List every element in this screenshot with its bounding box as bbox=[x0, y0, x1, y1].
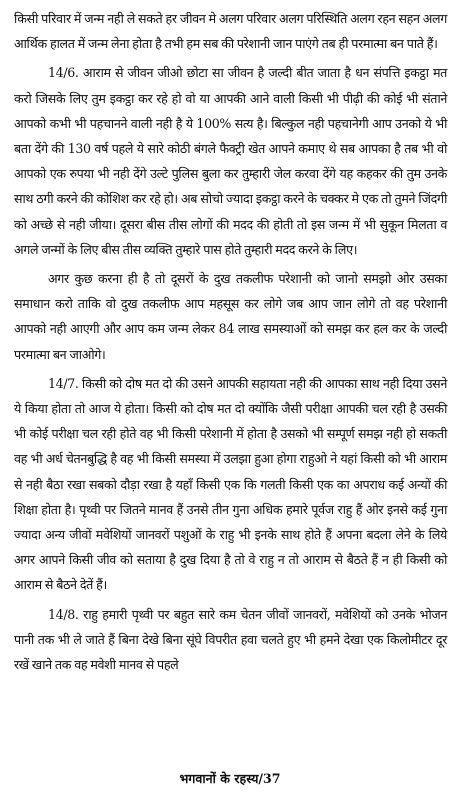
paragraph-14-7: 14/7. किसी को दोष मत दो की उसने आपकी सहायता नही की आपका साथ नही दिया उसने ये किया होता तो आज ये होता। किसी को दोष मत दो क्योंकि जैसी परीक्षा आपकी चल रही है उसकी भी कोई परीक्षा चल रही होते वह भी किसी परेशानी में होता है उसको भी सम्पूर्ण समझ नही हो सकती वह भी अर्ध चेतनबुद्धि है वह भी किसी समस्या में उलझा हुआ होगा राहुओ ने यहां किसी को भी आराम से नही बैठा रखा सबको दौड़ा रखा है यहाँ किसी एक कि गलती किसी एक का अपराध कई अन्यों की शिक्षा होता है। पृथ्वी पर जितने मानव हैं उनसे तीन गुना अधिक हमारे पूर्वज राहु हैं ओर इनसे कई गुना ज्यादा अन्य जीवों मवेशियों जानवरों पशुओं के राहु भी इनके साथ होते हैं अपना बदला लेने के लिये अगर आपने किसी जीव को सताया है दुख दिया है तो वे राहु न तो आराम से बैठते हैं न ही किसी को आराम से बैठने देतें हैं। bbox=[14, 375, 447, 593]
paragraph-continuation: किसी परिवार में जन्म नही ले सकते हर जीवन मे अलग परिवार अलग परिस्थिति अलग रहन सहन अलग आर्थिक हालत में जन्म लेना होता है तभी हम सब की परेशानी जान पाएंगे तब ही परमात्मा बन पाते हैं। bbox=[14, 11, 447, 52]
page-footer: भगवानों के रहस्य/37 bbox=[179, 771, 281, 786]
paragraph-advice: अगर कुछ करना ही है तो दूसरों के दुख तकलीफ परेशानी को जानो समझो ओर उसका समाधान करो ताकि वो दुख तकलीफ आप महसूस कर लोगे जब आप जान लोगे तो वह परेशानी आपको नही आएगी और आप कम जन्म लेकर 84 लाख समस्याओं को समझ कर हल कर के जल्दी परमात्मा बन जाओगे। bbox=[14, 271, 447, 362]
paragraph-14-6: 14/6. आराम से जीवन जीओ छोटा सा जीवन है जल्दी बीत जाता है धन संपत्ति इकट्ठा मत करो जिसके लिए तुम इकट्ठा कर रहे हो वो या आपकी आने वाली किसी भी पीढ़ी की कोई भी संताने आपको कभी भी पहचानने वाली नही है ये 100% सत्य है। बिल्कुल नही पहचानेगी आप उनको ये भी बता देंगे की 130 वर्ष पहले ये सारे कोठी बंगले फैक्ट्री खेत आपने कमाए थे सब आपका है तब भी वो आपको एक रुपया भी नही देंगे उल्टे पुलिस बुला कर तुम्हारी जेल करवा देंगे यह कहकर की तुम उनके साथ ठगी करने की कोशिश कर रहे हो। अब सोचो ज्यादा इकट्ठा करने के चक्कर मे एक तो तुमने जिंदगी को अच्छे से नही जीया। दूसरा बीस तीस लोगों की मदद की होती तो इस जन्म में भी सुकून मिलता व अगले जन्मों के लिए बीस तीस व्यक्ति तुम्हारे पास होते तुम्हारी मदद करने के लिए। bbox=[14, 65, 447, 257]
paragraph-14-8: 14/8. राहु हमारी पृथ्वी पर बहुत सारे कम चेतन जीवों जानवरों, मवेशियों को उनके भोजन पानी तक भी ले जाते हैं बिना देखे बिना सूंघे विपरीत हवा चलते हुए भी हमने देखा एक किलोमीटर दूर रखें खाने तक वह मवेशी मानव से पहले bbox=[14, 606, 447, 673]
